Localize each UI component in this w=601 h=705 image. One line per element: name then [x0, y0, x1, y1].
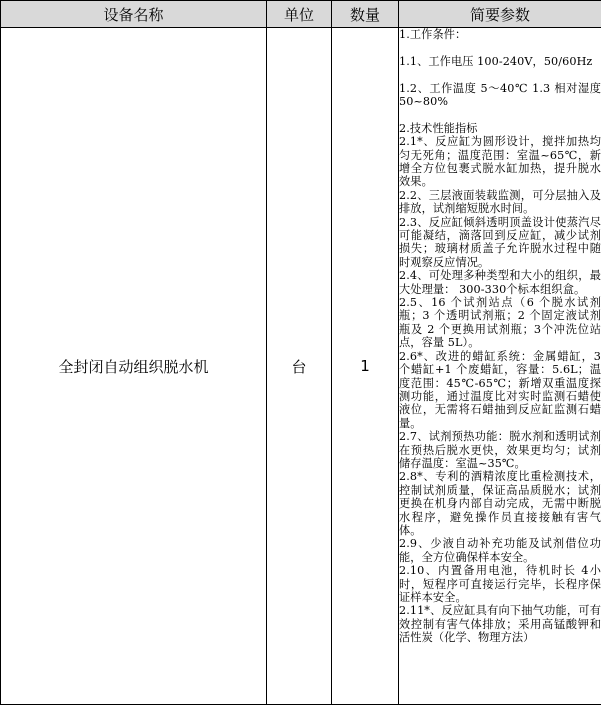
param-line: 2.3、反应缸倾斜透明顶盖设计使蒸汽尽可能凝结，滴落回到反应缸，减少试剂损失；玻璃材质盖子允许脱水过程中随时观察反应情况。: [399, 215, 601, 269]
param-spacer: [399, 41, 601, 54]
params-cell: [399, 28, 601, 705]
unit-cell: 台: [267, 28, 332, 705]
header-brief-params: 简要参数: [399, 1, 601, 28]
param-spacer: [399, 68, 601, 81]
param-line: 2.7、试剂预热功能：脱水剂和透明试剂在预热后脱水更快，效果更均匀；试剂储存温度：室温~35℃。: [399, 430, 601, 470]
device-name-cell: 全封闭自动组织脱水机: [1, 28, 267, 705]
param-line: 1.2、工作温度 5～40℃ 1.3 相对湿度50~80%: [399, 81, 601, 108]
param-line: 2.5、16 个试剂站点（6 个脱水试剂瓶；3 个透明试剂瓶；2 个固定液试剂瓶及 2 个更换用试剂瓶；3个冲洗位站点，容量 5L）。: [399, 296, 601, 350]
header-row: [1, 1, 601, 28]
header-unit: 单位: [267, 1, 332, 28]
table-row: [1, 28, 601, 705]
param-line: 2.11*、反应缸具有向下抽气功能，可有效控制有害气体排放；采用高锰酸钾和活性炭（化学、物理方法）: [399, 604, 601, 645]
header-device-name: 设备名称: [1, 1, 267, 28]
param-line: 2.6*、改进的蜡缸系统：金属蜡缸，3 个蜡缸+1 个废蜡缸，容量：5.6L；温度范围：45℃-65℃；新增双重温度探测功能，通过温度比对实时监测石蜡使液位，无需将石蜡抽到反应缸监测石蜡量。: [399, 349, 601, 430]
param-line: 2.2、三层液面装载监测，可分层抽入及排放，试剂缩短脱水时间。: [399, 188, 601, 216]
param-line: 2.1*、反应缸为圆形设计，搅拌加热均匀无死角；温度范围：室温~65℃，新增全方位包裹式脱水缸加热，提升脱水效果。: [399, 135, 601, 189]
param-line: 2.10、内置备用电池，待机时长 4小时，短程序可直接运行完毕，长程序保证样本安全。: [399, 564, 601, 605]
param-line: 1.工作条件：: [399, 28, 467, 41]
param-line: 2.技术性能指标: [399, 121, 478, 135]
header-quantity: 数量: [332, 1, 399, 28]
param-line: 1.1、工作电压 100-240V，50/60Hz: [399, 54, 593, 68]
param-line: 2.4、可处理多种类型和大小的组织，最大处理量： 300-330个标本组织盒。: [399, 269, 601, 296]
param-spacer: [399, 108, 601, 121]
quantity-cell: 1: [332, 28, 399, 705]
param-line: 2.8*、专利的酒精浓度比重检测技术，控制试剂质量，保证高品质脱水；试剂更换在机身内部自动完成，无需中断脱水程序，避免操作员直接接触有害气体。: [399, 470, 601, 537]
param-line: 2.9、少液自动补充功能及试剂借位功能，全方位确保样本安全。: [399, 537, 601, 564]
